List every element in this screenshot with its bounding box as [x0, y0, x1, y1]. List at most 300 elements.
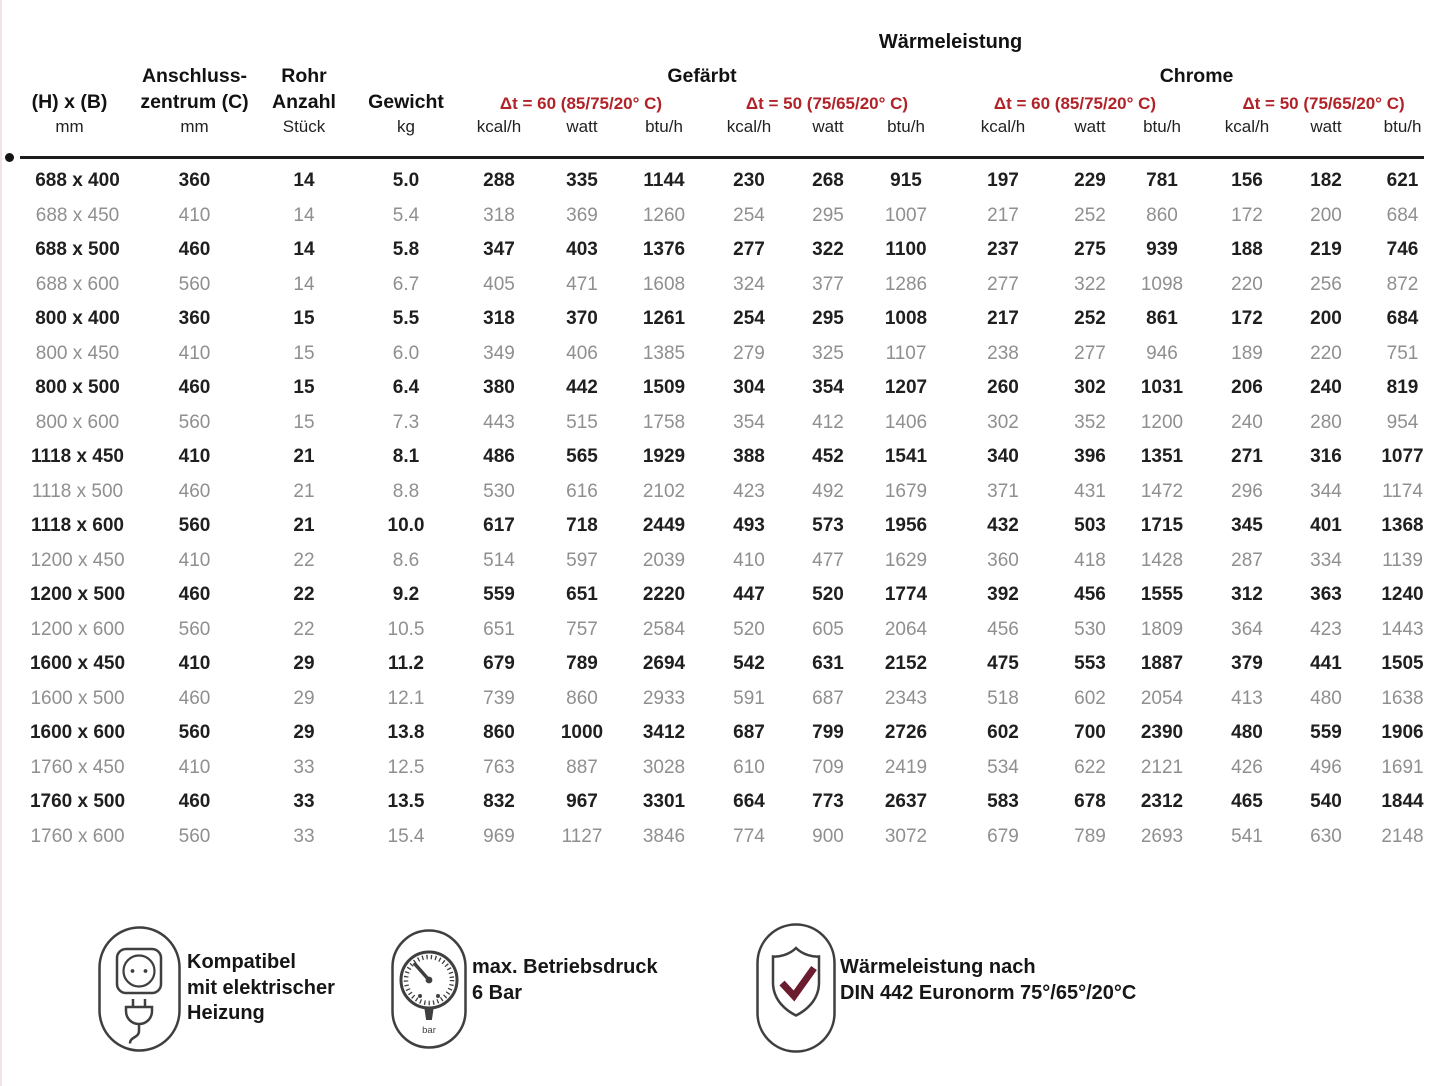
- value-cell: 2054: [1140, 687, 1184, 709]
- dimension-cell: 688 x 450: [35, 204, 120, 226]
- value-cell: 2933: [642, 687, 686, 709]
- table-row: [2, 199, 1445, 234]
- value-cell: 1127: [561, 825, 603, 847]
- value-cell: 392: [987, 584, 1019, 606]
- value-cell: 295: [812, 308, 844, 330]
- dimension-cell: 800 x 500: [35, 377, 120, 399]
- value-cell: 370: [566, 308, 598, 330]
- value-cell: 405: [483, 273, 515, 295]
- value-cell: 493: [733, 515, 765, 537]
- dimension-cell: 1760 x 500: [29, 791, 126, 813]
- value-cell: 477: [812, 549, 844, 571]
- value-cell: 1144: [643, 170, 685, 192]
- value-cell: 460: [178, 377, 211, 399]
- value-cell: 423: [733, 480, 765, 502]
- dimension-cell: 1118 x 500: [31, 480, 124, 502]
- value-cell: 29: [293, 687, 315, 709]
- value-cell: 781: [1146, 170, 1178, 192]
- value-cell: 520: [812, 584, 844, 606]
- value-cell: 1758: [642, 411, 686, 433]
- value-cell: 396: [1074, 446, 1106, 468]
- value-cell: 559: [1310, 722, 1342, 744]
- value-cell: 200: [1310, 204, 1342, 226]
- value-cell: 456: [1074, 584, 1106, 606]
- value-cell: 441: [1310, 653, 1342, 675]
- badge-line: Wärmeleistung nach: [840, 956, 1036, 978]
- value-cell: 29: [293, 722, 315, 744]
- electric-plug-icon: [97, 925, 182, 1058]
- value-cell: 182: [1310, 170, 1342, 192]
- value-cell: 22: [293, 584, 315, 606]
- value-cell: 324: [733, 273, 765, 295]
- value-cell: 2148: [1381, 825, 1424, 847]
- unit-watt: watt: [566, 117, 598, 136]
- value-cell: 172: [1231, 308, 1263, 330]
- value-cell: 1286: [884, 273, 928, 295]
- value-cell: 540: [1310, 791, 1342, 813]
- value-cell: 1007: [884, 204, 928, 226]
- value-cell: 230: [733, 170, 765, 192]
- dimension-cell: 1760 x 600: [30, 825, 125, 847]
- value-cell: 967: [566, 791, 598, 813]
- value-cell: 412: [812, 411, 844, 433]
- value-cell: 452: [812, 446, 844, 468]
- value-cell: 1240: [1381, 584, 1424, 606]
- table-row: [2, 337, 1445, 372]
- value-cell: 542: [733, 653, 765, 675]
- table-row: [2, 371, 1445, 406]
- value-cell: 14: [293, 239, 315, 261]
- value-cell: 21: [293, 480, 315, 502]
- table-row: [2, 716, 1445, 751]
- value-cell: 560: [178, 273, 211, 295]
- value-cell: 602: [1074, 687, 1106, 709]
- value-cell: 380: [483, 377, 515, 399]
- value-cell: 345: [1231, 515, 1263, 537]
- value-cell: 460: [178, 584, 211, 606]
- spec-table-header: [2, 0, 1445, 140]
- value-cell: 22: [293, 549, 315, 571]
- value-cell: 860: [566, 687, 598, 709]
- value-cell: 21: [293, 515, 315, 537]
- value-cell: 2121: [1140, 756, 1184, 778]
- delta-t50-header-chrome: Δt = 50 (75/65/20° C): [1242, 94, 1405, 113]
- value-cell: 1031: [1140, 377, 1184, 399]
- value-cell: 1887: [1140, 653, 1184, 675]
- section-header-chrome: Chrome: [1159, 65, 1234, 87]
- value-cell: 275: [1074, 239, 1106, 261]
- value-cell: 515: [566, 411, 598, 433]
- value-cell: 271: [1231, 446, 1263, 468]
- value-cell: 15: [293, 308, 315, 330]
- col-header-rohr-line2: Anzahl: [272, 91, 336, 113]
- value-cell: 860: [1146, 204, 1178, 226]
- value-cell: 520: [733, 618, 765, 640]
- value-cell: 352: [1074, 411, 1106, 433]
- value-cell: 2152: [884, 653, 928, 675]
- value-cell: 364: [1231, 618, 1263, 640]
- bullet-dot: [5, 153, 14, 162]
- table-row: [2, 406, 1445, 441]
- value-cell: 1774: [884, 584, 928, 606]
- value-cell: 2039: [642, 549, 686, 571]
- value-cell: 739: [483, 687, 515, 709]
- value-cell: 3028: [642, 756, 686, 778]
- badge-line: Kompatibel: [187, 951, 296, 973]
- value-cell: 33: [293, 791, 315, 813]
- unit-btu: btu/h: [1383, 117, 1422, 136]
- value-cell: 432: [987, 515, 1019, 537]
- value-cell: 1555: [1140, 584, 1184, 606]
- table-row: [2, 613, 1445, 648]
- value-cell: 410: [178, 446, 211, 468]
- value-cell: 268: [812, 170, 844, 192]
- table-row: [2, 544, 1445, 579]
- value-cell: 630: [1310, 825, 1342, 847]
- value-cell: 2343: [884, 687, 928, 709]
- value-cell: 900: [812, 825, 844, 847]
- unit-mm: mm: [180, 117, 209, 136]
- value-cell: 410: [178, 549, 211, 571]
- value-cell: 277: [987, 273, 1019, 295]
- value-cell: 1000: [560, 722, 604, 744]
- value-cell: 946: [1146, 342, 1178, 364]
- value-cell: 401: [1310, 515, 1342, 537]
- value-cell: 1638: [1381, 687, 1424, 709]
- value-cell: 1200: [1140, 411, 1184, 433]
- value-cell: 426: [1231, 756, 1263, 778]
- value-cell: 360: [178, 308, 211, 330]
- value-cell: 560: [178, 722, 211, 744]
- value-cell: 295: [812, 204, 844, 226]
- value-cell: 460: [178, 791, 211, 813]
- value-cell: 15.4: [387, 825, 425, 847]
- value-cell: 819: [1386, 377, 1419, 399]
- value-cell: 8.6: [392, 549, 420, 571]
- value-cell: 617: [483, 515, 515, 537]
- value-cell: 486: [483, 446, 515, 468]
- value-cell: 471: [566, 273, 598, 295]
- value-cell: 252: [1074, 308, 1106, 330]
- dimension-cell: 688 x 500: [35, 239, 120, 261]
- value-cell: 3072: [884, 825, 928, 847]
- value-cell: 410: [733, 549, 765, 571]
- value-cell: 238: [987, 342, 1019, 364]
- dimension-cell: 800 x 400: [35, 308, 120, 330]
- table-row: [2, 302, 1445, 337]
- value-cell: 220: [1231, 273, 1263, 295]
- value-cell: 518: [987, 687, 1019, 709]
- value-cell: 277: [1074, 342, 1106, 364]
- dimension-cell: 1600 x 500: [30, 687, 125, 709]
- value-cell: 304: [733, 377, 765, 399]
- value-cell: 789: [566, 653, 598, 675]
- divider-line: [20, 156, 1424, 159]
- dimension-cell: 1200 x 500: [29, 584, 126, 606]
- value-cell: 631: [812, 653, 844, 675]
- value-cell: 280: [1310, 411, 1342, 433]
- unit-stueck: Stück: [282, 117, 326, 136]
- value-cell: 1679: [884, 480, 928, 502]
- value-cell: 1260: [642, 204, 686, 226]
- value-cell: 1077: [1381, 446, 1424, 468]
- badge-line: mit elektrischer: [187, 976, 335, 999]
- col-header-dimensions: (H) x (B): [31, 91, 108, 113]
- table-row: [2, 475, 1445, 510]
- table-row: [2, 509, 1445, 544]
- value-cell: 240: [1231, 411, 1263, 433]
- value-cell: 1443: [1381, 618, 1424, 640]
- dimension-cell: 800 x 600: [35, 411, 120, 433]
- value-cell: 15: [293, 411, 315, 433]
- value-cell: 13.8: [387, 722, 425, 744]
- value-cell: 460: [178, 239, 211, 261]
- badge-line: DIN 442 Euronorm 75°/65°/20°C: [840, 981, 1137, 1004]
- value-cell: 1174: [1382, 480, 1423, 502]
- value-cell: 229: [1074, 170, 1106, 192]
- value-cell: 679: [987, 825, 1019, 847]
- value-cell: 33: [293, 756, 315, 778]
- value-cell: 206: [1231, 377, 1263, 399]
- value-cell: 379: [1231, 653, 1263, 675]
- value-cell: 1139: [1382, 549, 1423, 571]
- table-row: [2, 647, 1445, 682]
- value-cell: 1261: [642, 308, 686, 330]
- value-cell: 5.0: [392, 170, 420, 192]
- value-cell: 288: [483, 170, 515, 192]
- value-cell: 349: [483, 342, 515, 364]
- badge-text-electric: [187, 950, 335, 1027]
- value-cell: 1368: [1381, 515, 1424, 537]
- value-cell: 621: [1386, 170, 1419, 192]
- value-cell: 22: [293, 618, 315, 640]
- value-cell: 1629: [884, 549, 928, 571]
- table-row: [2, 233, 1445, 268]
- value-cell: 939: [1146, 239, 1178, 261]
- dimension-cell: 1200 x 450: [30, 549, 125, 571]
- value-cell: 1691: [1381, 756, 1424, 778]
- value-cell: 410: [178, 653, 211, 675]
- value-cell: 12.1: [387, 687, 425, 709]
- unit-btu: btu/h: [645, 117, 683, 136]
- value-cell: 10.0: [387, 515, 425, 537]
- table-row: [2, 785, 1445, 820]
- value-cell: 718: [566, 515, 598, 537]
- value-cell: 12.5: [387, 756, 425, 778]
- unit-kcal: kcal/h: [726, 117, 772, 136]
- value-cell: 322: [1074, 273, 1106, 295]
- dimension-cell: 1118 x 450: [31, 446, 124, 468]
- value-cell: 1608: [642, 273, 686, 295]
- value-cell: 260: [987, 377, 1019, 399]
- value-cell: 322: [812, 239, 844, 261]
- value-cell: 861: [1146, 308, 1178, 330]
- value-cell: 237: [987, 239, 1019, 261]
- value-cell: 6.4: [392, 377, 420, 399]
- value-cell: 530: [483, 480, 515, 502]
- value-cell: 559: [483, 584, 515, 606]
- value-cell: 318: [483, 308, 515, 330]
- dimension-cell: 1200 x 600: [30, 618, 125, 640]
- value-cell: 763: [483, 756, 515, 778]
- value-cell: 254: [733, 204, 765, 226]
- value-cell: 6.7: [392, 273, 420, 295]
- badge-line: 6 Bar: [472, 981, 523, 1004]
- value-cell: 622: [1074, 756, 1106, 778]
- dimension-cell: 800 x 450: [35, 342, 120, 364]
- value-cell: 774: [733, 825, 765, 847]
- value-cell: 700: [1074, 722, 1106, 744]
- gauge-bar-label: bar: [422, 1025, 436, 1036]
- value-cell: 13.5: [387, 791, 425, 813]
- unit-watt: watt: [1310, 117, 1342, 136]
- value-cell: 335: [566, 170, 598, 192]
- value-cell: 200: [1310, 308, 1342, 330]
- value-cell: 14: [293, 170, 315, 192]
- value-cell: 915: [890, 170, 922, 192]
- value-cell: 460: [178, 480, 211, 502]
- header-spacer: [356, 54, 456, 88]
- value-cell: 969: [483, 825, 515, 847]
- value-cell: 188: [1231, 239, 1263, 261]
- value-cell: 6.0: [392, 342, 420, 364]
- value-cell: 1715: [1140, 515, 1184, 537]
- unit-mm: mm: [55, 117, 84, 136]
- value-cell: 369: [566, 204, 598, 226]
- table-row: [2, 820, 1445, 855]
- value-cell: 442: [566, 377, 598, 399]
- value-cell: 1008: [884, 308, 928, 330]
- value-cell: 1107: [885, 342, 927, 364]
- value-cell: 1207: [884, 377, 928, 399]
- value-cell: 388: [733, 446, 765, 468]
- dimension-cell: 688 x 600: [35, 273, 120, 295]
- value-cell: 799: [812, 722, 844, 744]
- value-cell: 14: [293, 204, 315, 226]
- value-cell: 447: [733, 584, 765, 606]
- value-cell: 583: [987, 791, 1019, 813]
- value-cell: 8.1: [392, 446, 420, 468]
- spec-table: [2, 164, 1445, 854]
- value-cell: 746: [1386, 239, 1419, 261]
- value-cell: 219: [1310, 239, 1342, 261]
- value-cell: 302: [1074, 377, 1106, 399]
- value-cell: 560: [178, 618, 211, 640]
- value-cell: 252: [1074, 204, 1106, 226]
- col-header-rohr-line1: Rohr: [281, 65, 327, 87]
- table-row: [2, 440, 1445, 475]
- value-cell: 2102: [642, 480, 686, 502]
- value-cell: 423: [1310, 618, 1342, 640]
- value-cell: 678: [1074, 791, 1106, 813]
- badge-line: Heizung: [187, 1002, 265, 1024]
- value-cell: 860: [483, 722, 515, 744]
- value-cell: 1906: [1381, 722, 1424, 744]
- value-cell: 560: [178, 411, 211, 433]
- value-cell: 456: [987, 618, 1019, 640]
- value-cell: 2390: [1140, 722, 1184, 744]
- table-row: [2, 682, 1445, 717]
- value-cell: 277: [733, 239, 765, 261]
- value-cell: 2584: [642, 618, 686, 640]
- value-cell: 2726: [884, 722, 928, 744]
- shield-check-icon: [755, 922, 837, 1059]
- badge-line: max. Betriebsdruck: [472, 956, 658, 978]
- value-cell: 465: [1231, 791, 1263, 813]
- value-cell: 757: [566, 618, 598, 640]
- value-cell: 318: [483, 204, 515, 226]
- value-cell: 496: [1310, 756, 1342, 778]
- value-cell: 354: [733, 411, 765, 433]
- value-cell: 591: [733, 687, 765, 709]
- value-cell: 354: [812, 377, 844, 399]
- value-cell: 534: [987, 756, 1019, 778]
- value-cell: 687: [812, 687, 844, 709]
- value-cell: 279: [733, 342, 765, 364]
- header-spacer: [2, 0, 456, 54]
- value-cell: 1472: [1140, 480, 1184, 502]
- value-cell: 3846: [642, 825, 686, 847]
- value-cell: 340: [987, 446, 1019, 468]
- value-cell: 616: [566, 480, 598, 502]
- value-cell: 21: [293, 446, 315, 468]
- value-cell: 789: [1074, 825, 1106, 847]
- value-cell: 189: [1231, 342, 1263, 364]
- value-cell: 709: [812, 756, 844, 778]
- value-cell: 687: [733, 722, 765, 744]
- value-cell: 418: [1074, 549, 1106, 571]
- value-cell: 1385: [642, 342, 686, 364]
- value-cell: 480: [1231, 722, 1263, 744]
- value-cell: 1929: [642, 446, 686, 468]
- value-cell: 560: [178, 515, 211, 537]
- value-cell: 29: [293, 653, 315, 675]
- dimension-cell: 1118 x 600: [31, 515, 124, 537]
- value-cell: 773: [812, 791, 844, 813]
- value-cell: 296: [1231, 480, 1263, 502]
- value-cell: 610: [733, 756, 765, 778]
- value-cell: 664: [733, 791, 765, 813]
- value-cell: 573: [812, 515, 844, 537]
- value-cell: 492: [812, 480, 844, 502]
- value-cell: 1956: [884, 515, 928, 537]
- delta-t60-header-gefarbt: Δt = 60 (85/75/20° C): [499, 94, 663, 113]
- value-cell: 954: [1386, 411, 1419, 433]
- value-cell: 347: [483, 239, 515, 261]
- value-cell: 5.8: [392, 239, 420, 261]
- value-cell: 7.3: [392, 411, 420, 433]
- value-cell: 217: [987, 308, 1019, 330]
- value-cell: 217: [987, 204, 1019, 226]
- value-cell: 1509: [642, 377, 686, 399]
- value-cell: 1541: [884, 446, 928, 468]
- value-cell: 1406: [884, 411, 928, 433]
- value-cell: 220: [1310, 342, 1342, 364]
- value-cell: 15: [293, 377, 315, 399]
- value-cell: 14: [293, 273, 315, 295]
- value-cell: 360: [987, 549, 1019, 571]
- value-cell: 240: [1310, 377, 1342, 399]
- value-cell: 377: [812, 273, 844, 295]
- value-cell: 679: [483, 653, 515, 675]
- value-cell: 410: [178, 756, 211, 778]
- value-cell: 2449: [642, 515, 686, 537]
- value-cell: 2637: [884, 791, 928, 813]
- value-cell: 312: [1231, 584, 1263, 606]
- value-cell: 553: [1074, 653, 1106, 675]
- table-row: [2, 268, 1445, 303]
- unit-btu: btu/h: [1143, 117, 1181, 136]
